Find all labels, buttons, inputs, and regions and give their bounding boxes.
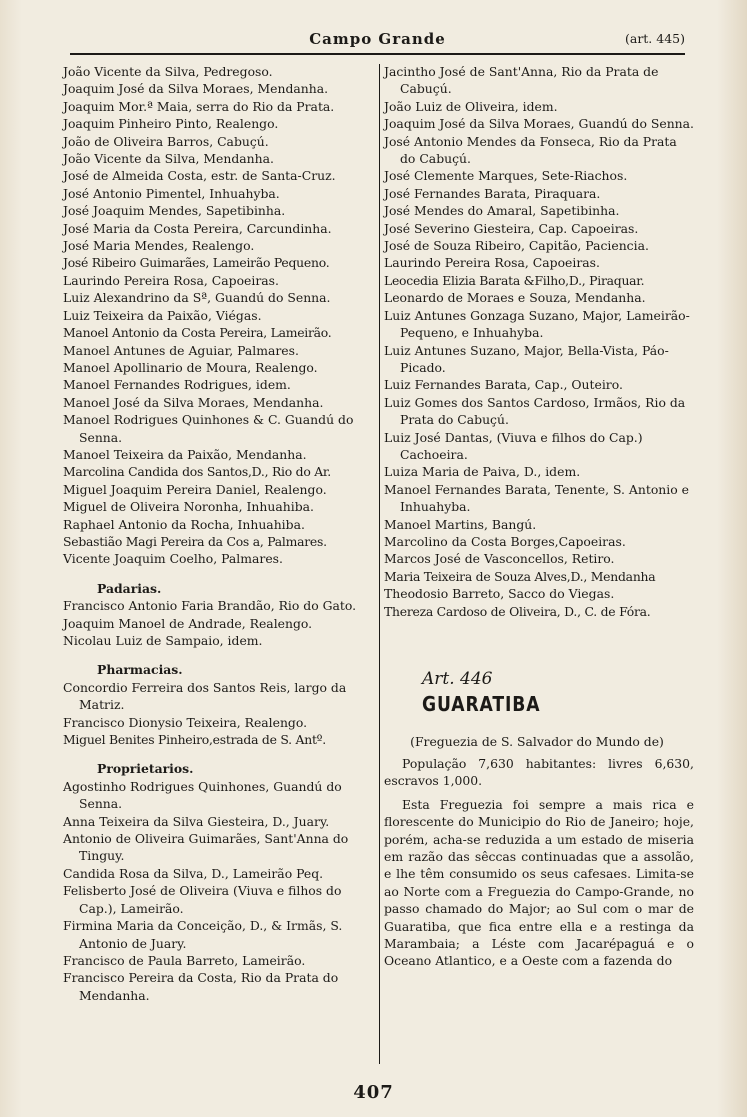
list-item: Manoel Antunes de Aguiar, Palmares. bbox=[63, 342, 299, 358]
list-item: Luiz José Dantas, (Viuva e filhos do Cap.) Cachoeira. bbox=[384, 429, 643, 462]
running-title: Campo Grande bbox=[309, 30, 446, 48]
list-item: Joaquim Manoel de Andrade, Realengo. bbox=[63, 615, 313, 631]
list-item: José Severino Giesteira, Cap. Capoeiras. bbox=[384, 220, 639, 236]
list-item: Manoel Fernandes Rodrigues, idem. bbox=[63, 377, 291, 393]
section-heading-padarias: Padarias. bbox=[97, 580, 162, 596]
right-column bbox=[384, 63, 694, 970]
list-item: José Mendes do Amaral, Sapetibinha. bbox=[384, 203, 620, 219]
list-item: Miguel Benites Pinheiro,estrada de S. Antº. bbox=[63, 732, 326, 748]
list-item: Francisco de Paula Barreto, Lameirão. bbox=[63, 952, 306, 968]
list-item: Marcolino da Costa Borges,Capoeiras. bbox=[384, 533, 626, 549]
article-446 bbox=[384, 668, 694, 716]
list-item: Francisco Antonio Faria Brandão, Rio do Gato. bbox=[63, 598, 357, 614]
section-heading-pharmacias: Pharmacias. bbox=[97, 662, 183, 678]
section-heading-proprietarios: Proprietarios. bbox=[97, 761, 194, 777]
page-edge-shadow-right bbox=[717, 0, 747, 1117]
list-item: José Antonio Pimentel, Inhuahyba. bbox=[63, 185, 280, 201]
list-item: João Vicente da Silva, Mendanha. bbox=[63, 151, 274, 167]
list-item: José Clemente Marques, Sete-Riachos. bbox=[384, 168, 628, 184]
list-item: Manoel Martins, Bangú. bbox=[384, 516, 537, 532]
list-item: Agostinho Rodrigues Quinhones, Guandú do Senna. bbox=[63, 778, 342, 812]
list-item: Luiz Fernandes Barata, Cap., Outeiro. bbox=[384, 377, 623, 393]
list-item: Laurindo Pereira Rosa, Capoeiras. bbox=[384, 255, 600, 271]
list-item: Anna Teixeira da Silva Giesteira, D., Juary. bbox=[63, 813, 330, 829]
list-item: Joaquim José da Silva Moraes, Mendanha. bbox=[63, 81, 329, 97]
list-item: João Luiz de Oliveira, idem. bbox=[384, 98, 558, 114]
parish-subtitle: (Freguezia de S. Salvador do Mundo de) bbox=[410, 734, 664, 749]
list-item: José de Almeida Costa, estr. de Santa-Cruz. bbox=[63, 168, 336, 184]
page-edge-shadow-left bbox=[0, 0, 22, 1117]
list-item: Theodosio Barreto, Sacco do Viegas. bbox=[384, 586, 615, 602]
list-item: Sebastião Magi Pereira da Cos a, Palmares. bbox=[63, 533, 327, 549]
description-paragraph: Esta Freguezia foi sempre a mais rica e florescente do Municipio do Rio de Janeiro; hoje, porém, acha-se reduzida a um estado de miseria em razão das sêccas continuadas que a assolão, e lhe têm consumido os seus cafesaes. Limita-se ao Norte com a Freguezia do Campo-Grande, no passo chamado do Major; ao Sul com o mar de Guaratiba, que fica entre ella e a restinga da Marambaia; a Léste com Jacarépaguá e o Oceano Atlantico, e a Oeste com a fazenda do bbox=[384, 796, 694, 969]
list-item: José Maria Mendes, Realengo. bbox=[63, 238, 255, 254]
list-item: Firmina Maria da Conceição, D., & Irmãs, S. Antonio de Juary. bbox=[63, 918, 343, 951]
list-item: Concordio Ferreira dos Santos Reis, largo da Matriz. bbox=[63, 679, 347, 713]
list-item: Joaquim Pinheiro Pinto, Realengo. bbox=[63, 116, 279, 132]
list-item: Manoel Fernandes Barata, Tenente, S. Antonio e Inhuahyba. bbox=[384, 481, 689, 515]
header-rule bbox=[70, 53, 685, 55]
list-item: Laurindo Pereira Rosa, Capoeiras. bbox=[63, 272, 279, 288]
list-item: José Antonio Mendes da Fonseca, Rio da Prata do Cabuçú. bbox=[384, 133, 677, 167]
list-item: José Ribeiro Guimarães, Lameirão Pequeno. bbox=[63, 255, 330, 271]
population-paragraph: População 7,630 habitantes: livres 6,630, escravos 1,000. bbox=[384, 756, 694, 789]
list-item: Candida Rosa da Silva, D., Lameirão Peq. bbox=[63, 865, 324, 881]
directory-list bbox=[63, 63, 376, 568]
list-item: Thereza Cardoso de Oliveira, D., C. de Fóra. bbox=[384, 603, 651, 619]
list-item: Manoel Apollinario de Moura, Realengo. bbox=[63, 359, 318, 375]
list-item: Manoel Rodrigues Quinhones & C. Guandú do Senna. bbox=[63, 412, 354, 445]
list-item: Luiz Gomes dos Santos Cardoso, Irmãos, Rio da Prata do Cabuçú. bbox=[384, 394, 686, 428]
padarias-list bbox=[63, 597, 376, 649]
list-item: João de Oliveira Barros, Cabuçú. bbox=[63, 133, 269, 149]
list-item: Manoel Teixeira da Paixão, Mendanha. bbox=[63, 446, 307, 462]
list-item: José Joaquim Mendes, Sapetibinha. bbox=[63, 203, 286, 219]
list-item: Jacintho José de Sant'Anna, Rio da Prata de Cabuçú. bbox=[384, 64, 659, 97]
article-number: Art. 446 bbox=[422, 669, 493, 689]
list-item: Luiz Antunes Gonzaga Suzano, Major, Lameirão-Pequeno, e Inhuahyba. bbox=[384, 307, 690, 341]
list-item: Luiz Teixeira da Paixão, Viégas. bbox=[63, 307, 262, 323]
proprietarios-list bbox=[63, 778, 376, 1004]
list-item: Joaquim Mor.ª Maia, serra do Rio da Prata. bbox=[63, 98, 335, 114]
list-item: Miguel Joaquim Pereira Daniel, Realengo. bbox=[63, 481, 327, 497]
list-item: Luiza Maria de Paiva, D., idem. bbox=[384, 464, 581, 480]
list-item: Antonio de Oliveira Guimarães, Sant'Anna do Tinguy. bbox=[63, 831, 349, 864]
list-item: Leonardo de Moraes e Souza, Mendanha. bbox=[384, 290, 646, 306]
list-item: Joaquim José da Silva Moraes, Guandú do Senna. bbox=[384, 116, 694, 132]
list-item: João Vicente da Silva, Pedregoso. bbox=[63, 64, 273, 79]
list-item: Marcolina Candida dos Santos,D., Rio do Ar. bbox=[63, 464, 331, 480]
page-number: 407 bbox=[353, 1082, 394, 1103]
list-item: Vicente Joaquim Coelho, Palmares. bbox=[63, 551, 283, 567]
list-item: José de Souza Ribeiro, Capitão, Paciencia. bbox=[384, 238, 649, 254]
list-item: Francisco Pereira da Costa, Rio da Prata do Mendanha. bbox=[63, 970, 339, 1003]
list-item: Marcos José de Vasconcellos, Retiro. bbox=[384, 551, 615, 567]
list-item: Luiz Antunes Suzano, Major, Bella-Vista, Páo-Picado. bbox=[384, 342, 669, 375]
list-item: Francisco Dionysio Teixeira, Realengo. bbox=[63, 714, 308, 730]
place-heading: GUARATIBA bbox=[422, 692, 541, 716]
list-item: Manoel Antonio da Costa Pereira, Lameirão. bbox=[63, 325, 332, 341]
list-item: Nicolau Luiz de Sampaio, idem. bbox=[63, 633, 263, 648]
column-divider bbox=[379, 64, 380, 1064]
list-item: Miguel de Oliveira Noronha, Inhuahiba. bbox=[63, 499, 314, 515]
running-header bbox=[70, 30, 685, 54]
list-item: Luiz Alexandrino da Sª, Guandú do Senna. bbox=[63, 290, 331, 306]
list-item: Leocedia Elizia Barata &Filho,D., Piraquar. bbox=[384, 272, 645, 288]
list-item: Manoel José da Silva Moraes, Mendanha. bbox=[63, 394, 324, 410]
list-item: Felisberto José de Oliveira (Viuva e filhos do Cap.), Lameirão. bbox=[63, 883, 342, 916]
list-item: José Fernandes Barata, Piraquara. bbox=[384, 185, 601, 201]
list-item: Maria Teixeira de Souza Alves,D., Mendanha bbox=[384, 568, 656, 584]
left-column bbox=[63, 63, 376, 1004]
list-item: Raphael Antonio da Rocha, Inhuahiba. bbox=[63, 516, 305, 532]
pharmacias-list bbox=[63, 679, 376, 749]
list-item: José Maria da Costa Pereira, Carcundinha. bbox=[63, 220, 332, 236]
directory-list bbox=[384, 63, 694, 620]
article-reference: (art. 445) bbox=[624, 31, 685, 46]
